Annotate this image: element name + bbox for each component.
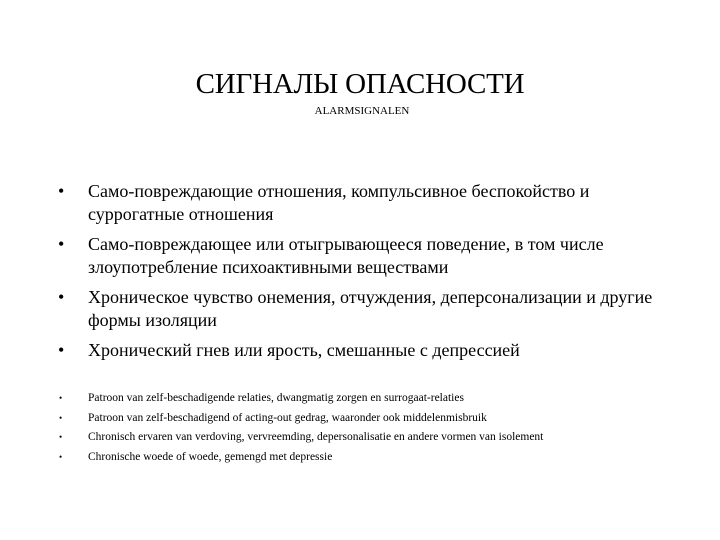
slide-title: СИГНАЛЫ ОПАСНОСТИ: [195, 68, 525, 100]
list-item-text: Хронический гнев или ярость, смешанные с депрессией: [88, 340, 520, 360]
list-item-text: Само-повреждающие отношения, компульсивное беспокойство и суррогатные отношения: [88, 181, 590, 224]
list-item: [58, 409, 678, 429]
bullet-icon: •: [58, 287, 65, 307]
bullet-icon: •: [58, 340, 65, 360]
dutch-bullet-list: [58, 389, 678, 467]
list-item-text: Само-повреждающее или отыгрывающееся поведение, в том числе злоупотребление психоактивными веществами: [88, 234, 604, 277]
bullet-icon: •: [59, 393, 63, 403]
list-item: [58, 428, 678, 448]
list-item: [58, 339, 658, 362]
list-item-text: Chronisch ervaren van verdoving, vervreemding, depersonalisatie en andere vormen van isolement: [88, 431, 544, 443]
list-item: [58, 233, 658, 279]
list-item-text: Patroon van zelf-beschadigend of acting-out gedrag, waaronder ook middelenmisbruik: [88, 411, 487, 424]
bullet-icon: •: [59, 451, 63, 462]
list-item: [58, 286, 658, 332]
bullet-icon: •: [58, 234, 65, 254]
list-item-text: Chronische woede of woede, gemengd met depressie: [88, 450, 333, 463]
russian-bullet-list: [58, 180, 658, 369]
list-item-text: Хроническое чувство онемения, отчуждения, деперсонализации и другие формы изоляции: [88, 287, 653, 330]
list-item: [58, 448, 678, 468]
bullet-icon: •: [58, 181, 65, 201]
bullet-icon: •: [59, 412, 63, 423]
list-item-text: Patroon van zelf-beschadigende relaties, dwangmatig zorgen en surrogaat-relaties: [88, 392, 464, 404]
list-item: [58, 180, 658, 226]
list-item: [58, 389, 678, 409]
slide-subtitle: ALARMSIGNALEN: [314, 105, 410, 117]
bullet-icon: •: [59, 432, 63, 442]
